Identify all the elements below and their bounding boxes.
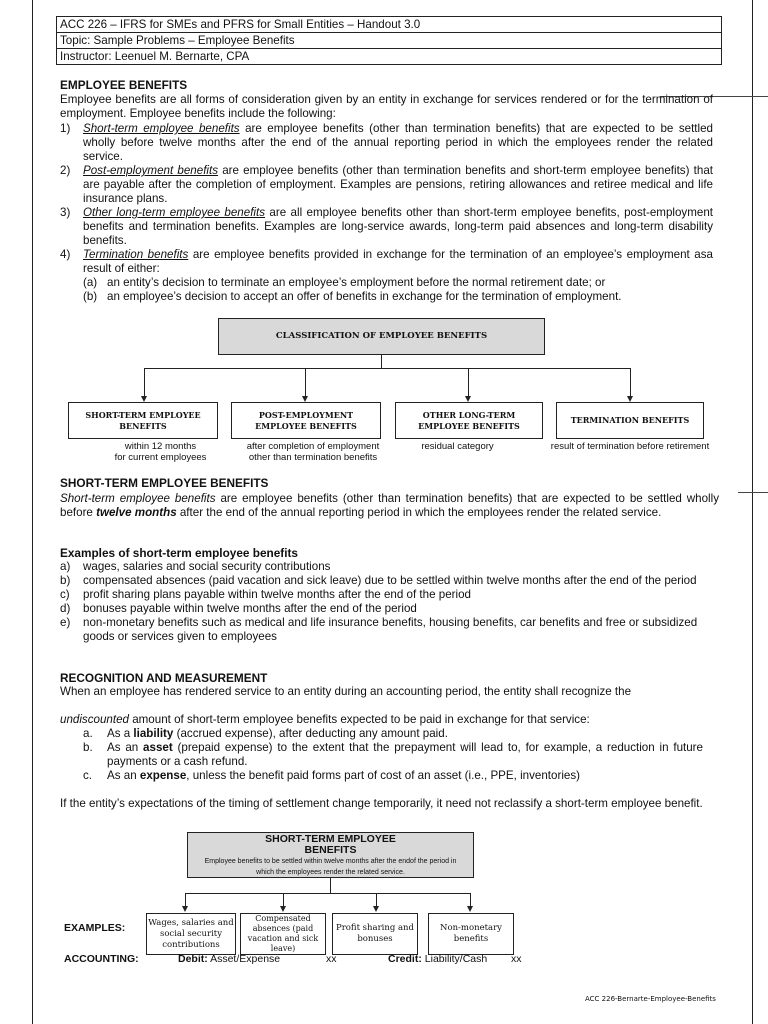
examples-label: EXAMPLES:: [64, 922, 126, 934]
accounting-label: ACCOUNTING:: [64, 953, 139, 965]
intro-paragraph: Employee benefits are all forms of consideration given by an entity in exchange for services rendered or for the termination of employment. Employee benefits include the following:: [60, 93, 713, 120]
connector-line: [470, 893, 471, 907]
list-subitem: (b) an employee’s decision to accept an offer of benefits in exchange for the termination of employment.: [83, 290, 622, 303]
heading-rule: [738, 492, 768, 493]
caption-termination: result of termination before retirement: [550, 441, 710, 452]
caption-other-long-term: residual category: [421, 441, 494, 452]
page-margin-rule-left: [32, 0, 33, 1024]
summary-title: SHORT-TERM EMPLOYEE: [265, 833, 396, 845]
list-item: c. As an expense, unless the benefit paid forms part of cost of an asset (i.e., PPE, inventories): [83, 769, 581, 782]
list-item: b. As an asset (prepaid expense) to the extent that the prepayment will lead to, for example, a reduction in future payments or a cash refund.: [83, 741, 703, 768]
page-margin-rule-right: [752, 0, 753, 1024]
header-course-line: ACC 226 – IFRS for SMEs and PFRS for Small Entities – Handout 3.0: [57, 17, 721, 33]
connector-line: [330, 878, 331, 893]
list-item: 3) Other long-term employee benefits are all employee benefits other than short-term employee benefits, post-employment benefits and termination benefits. Examples are long-service awards, long-term paid absences and long-term disability benefits.: [60, 206, 713, 247]
credit-entry: Credit: Liability/Cash: [388, 953, 488, 965]
debit-amount: xx: [326, 953, 337, 965]
list-item: 1) Short-term employee benefits are employee benefits (other than termination benefits) that are expected to be settled wholly before twelve months after the end of the annual reporting period in which the employees render the related service.: [60, 122, 713, 163]
caption-short-term: within 12 months for current employees: [114, 441, 207, 463]
connector-line: [144, 368, 631, 369]
credit-amount: xx: [511, 953, 522, 965]
arrow-down-icon: [280, 906, 286, 912]
header-topic-line: Topic: Sample Problems – Employee Benefits: [57, 33, 721, 49]
connector-line: [144, 368, 145, 397]
classification-root-box: CLASSIFICATION OF EMPLOYEE BENEFITS: [218, 318, 545, 355]
connector-line: [630, 368, 631, 397]
list-item: 4) Termination benefits are employee benefits provided in exchange for the termination of an employee’s employment asa result of either:: [60, 248, 714, 275]
benefit-types-list: [60, 122, 713, 304]
summary-title-line2: BENEFITS: [304, 844, 357, 856]
example-box-non-monetary: Non-monetary benefits: [428, 913, 514, 955]
list-item: e) non-monetary benefits such as medical and life insurance benefits, housing benefits, car benefits and free or subsidized goods or services given to employees: [60, 616, 698, 643]
arrow-down-icon: [182, 906, 188, 912]
reclassify-note: If the entity’s expectations of the timing of settlement change temporarily, it need not reclassify a short-term employee benefit.: [60, 797, 703, 810]
debit-entry: Debit: Asset/Expense: [178, 953, 281, 965]
list-item: a. As a liability (accrued expense), after deducting any amount paid.: [83, 727, 448, 740]
arrow-down-icon: [373, 906, 379, 912]
handout-header: [56, 16, 722, 65]
list-item: 2) Post-employment benefits are employee benefits (other than termination benefits and short-term employee benefits) that are payable after the completion of employment. Examples are pensions, retiring allowances and retiree medical and life insurance plans.: [60, 164, 713, 205]
summary-subtitle: Employee benefits to be settled within twelve months after the endof the period in which the employees render the related service.: [204, 858, 457, 876]
recognition-intro-cont: undiscounted amount of short-term employee benefits expected to be paid in exchange for that service:: [60, 713, 590, 726]
box-short-term: SHORT-TERM EMPLOYEE BENEFITS: [68, 402, 218, 439]
box-termination: TERMINATION BENEFITS: [556, 402, 704, 439]
box-other-long-term: OTHER LONG-TERM EMPLOYEE BENEFITS: [395, 402, 543, 439]
connector-line: [283, 893, 284, 907]
example-box-profit-sharing: Profit sharing and bonuses: [332, 913, 418, 955]
examples-list: [60, 560, 719, 644]
recognition-list: [83, 727, 703, 783]
examples-heading: Examples of short-term employee benefits: [60, 546, 298, 560]
header-instructor-line: Instructor: Leenuel M. Bernarte, CPA: [60, 50, 250, 63]
connector-line: [468, 368, 469, 397]
connector-line: [381, 355, 382, 368]
arrow-down-icon: [467, 906, 473, 912]
section-heading-employee-benefits: EMPLOYEE BENEFITS: [60, 78, 188, 92]
connector-line: [376, 893, 377, 907]
caption-post-employment: after completion of employment other than termination benefits: [246, 441, 380, 463]
recognition-intro: When an employee has rendered service to an entity during an accounting period, the entity shall recognize the: [60, 685, 632, 698]
connector-line: [185, 893, 186, 907]
short-term-definition: Short-term employee benefits are employee benefits (other than termination benefits) that are expected to be settled wholly before twelve months after the end of the annual reporting period in which the employees render the related service.: [60, 492, 719, 519]
list-item: b) compensated absences (paid vacation and sick leave) due to be settled within twelve months after the end of the period: [60, 574, 697, 587]
box-post-employment: POST-EMPLOYMENT EMPLOYEE BENEFITS: [231, 402, 381, 439]
list-item: a) wages, salaries and social security contributions: [60, 560, 331, 573]
list-item: d) bonuses payable within twelve months after the end of the period: [60, 602, 417, 615]
connector-line: [305, 368, 306, 397]
list-item: c) profit sharing plans payable within twelve months after the end of the period: [60, 588, 471, 601]
short-term-summary-box: [187, 832, 474, 878]
section-heading-recognition: RECOGNITION AND MEASUREMENT: [60, 671, 268, 685]
page-footer: ACC 226-Bernarte-Employee-Benefits: [585, 995, 716, 1003]
example-box-wages: Wages, salaries and social security contributions: [146, 913, 236, 955]
section-heading-short-term: SHORT-TERM EMPLOYEE BENEFITS: [60, 476, 269, 490]
example-box-compensated-absences: Compensated absences (paid vacation and sick leave): [240, 913, 326, 955]
connector-line: [185, 893, 470, 894]
list-subitem: (a) an entity’s decision to terminate an employee’s employment before the normal retirement date; or: [83, 276, 606, 289]
